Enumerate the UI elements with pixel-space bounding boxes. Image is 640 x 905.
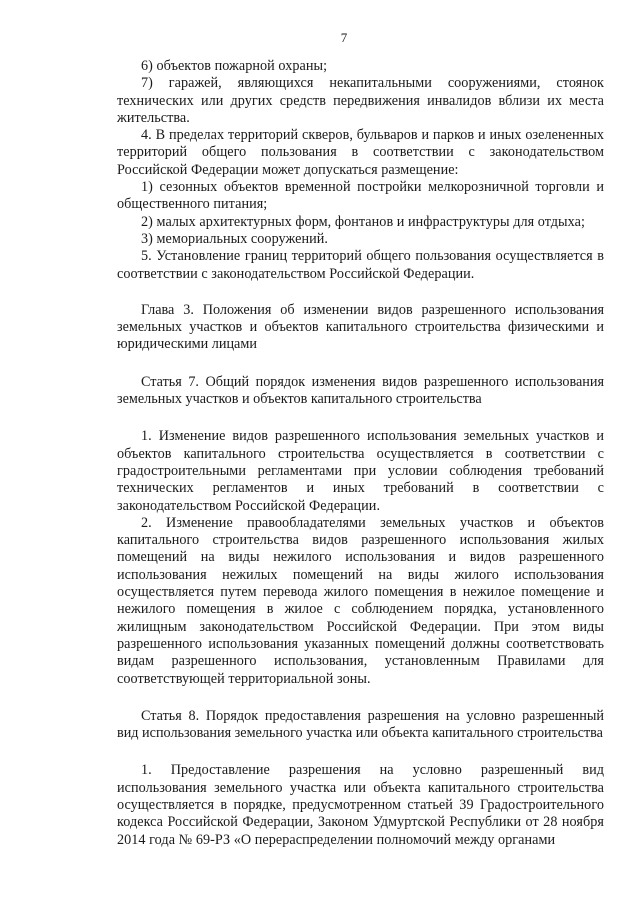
paragraph-item-7: 7) гаражей, являющихся некапитальными сооружениями, стоянок технических или других средств передвижения инвалидов вблизи их места жительства. <box>117 75 604 126</box>
page-number: 7 <box>340 30 348 45</box>
chapter-heading: Глава 3. Положения об изменении видов разрешенного использования земельных участков и объектов капитального строительства физическими и юридическими лицами <box>117 301 604 353</box>
article-8-paragraph-1: 1. Предоставление разрешения на условно разрешенный вид использования земельного участка или объекта капитального строительства осуществляется в порядке, предусмотренном статьей 39 Градостроительного кодекса Российской Федерации, Законом Удмуртской Республики от 28 ноября 2014 года № 69-РЗ «О перераспределении полномочий между органами <box>117 762 604 848</box>
paragraph-point-5: 5. Установление границ территорий общего пользования осуществляется в соответствии с законодательством Российской Федерации. <box>117 248 604 282</box>
paragraph-subitem-3: 3) мемориальных сооружений. <box>141 230 329 247</box>
page-content <box>117 58 604 849</box>
article-7-paragraph-2: 2. Изменение правообладателями земельных участков и объектов капитального строительства видов разрешенного использования жилых помещений на виды нежилого использования и видов разрешенного использования нежилых помещений на виды жилого использования осуществляется путем перевода жилого помещения в нежилое помещение и нежилого помещения в жилое с соблюдением порядка, установленного жилищным законодательством Российской Федерации. При этом виды разрешенного использования указанных помещений должны соответствовать видам разрешенного использования, установленным Правилами для соответствующей территориальной зоны. <box>117 514 604 687</box>
paragraph-subitem-2: 2) малых архитектурных форм, фонтанов и инфраструктуры для отдыха; <box>141 213 585 230</box>
paragraph-item-6: 6) объектов пожарной охраны; <box>141 58 328 74</box>
paragraph-point-4: 4. В пределах территорий скверов, бульваров и парков и иных озелененных территорий общего пользования в соответствии с законодательством Российской Федерации может допускаться размещение: <box>117 127 604 178</box>
article-7-heading: Статья 7. Общий порядок изменения видов разрешенного использования земельных участков и объектов капитального строительства <box>117 373 604 408</box>
paragraph-subitem-1: 1) сезонных объектов временной постройки мелкорозничной торговли и общественного питания; <box>117 179 604 213</box>
article-8-heading: Статья 8. Порядок предоставления разрешения на условно разрешенный вид использования земельного участка или объекта капитального строительства <box>117 707 604 742</box>
article-7-paragraph-1: 1. Изменение видов разрешенного использования земельных участков и объектов капитального строительства осуществляется в соответствии с градостроительными регламентами при условии соблюдения требований технических регламентов и иных требований в соответствии с законодательством Российской Федерации. <box>117 428 604 514</box>
